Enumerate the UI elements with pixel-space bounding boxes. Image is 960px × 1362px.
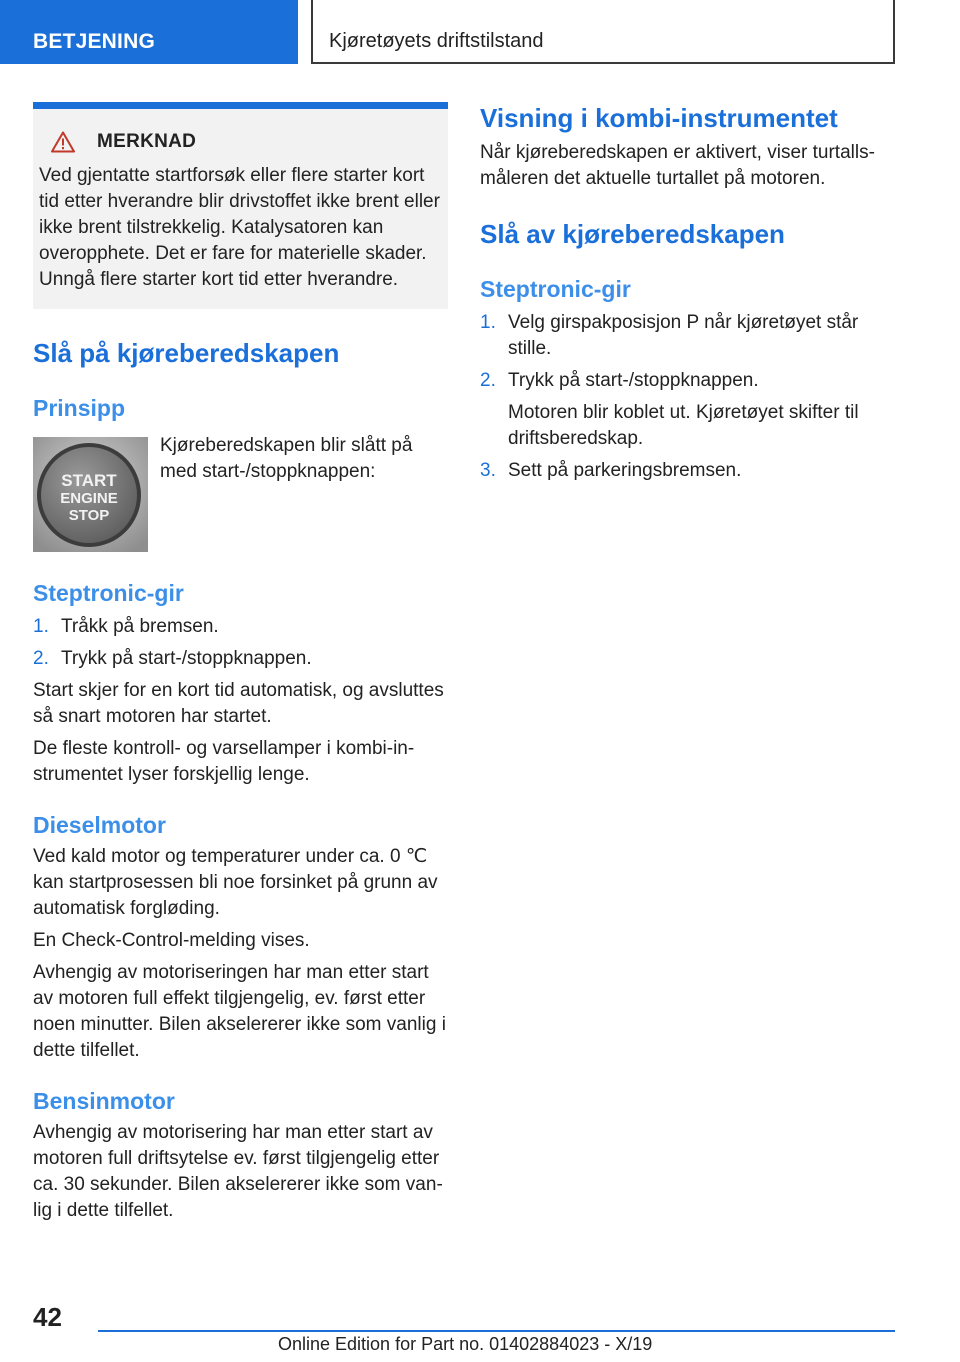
step-number: 2.: [33, 648, 49, 669]
list-item: [33, 614, 448, 640]
list-item: [480, 310, 895, 362]
step-text: Tråkk på bremsen.: [61, 616, 219, 637]
heading-steptronic-off: Steptronic-gir: [480, 276, 631, 302]
steps-on: [33, 614, 448, 672]
paragraph-diesel-2: En Check-Control-melding vises.: [33, 930, 310, 951]
step-text: Sett på parkeringsbremsen.: [508, 460, 742, 481]
warning-triangle-icon: [51, 131, 75, 153]
heading-turn-off: Slå av kjøreberedskapen: [480, 219, 785, 249]
paragraph-display: Når kjøreberedskapen er aktivert, viser turtallsmåleren det aktuelle turtallet på motoren.: [480, 142, 875, 189]
paragraph-petrol: Avhengig av motorisering har man etter start av motoren full driftsytelse ev. først tilgjengelig etter ca. 30 sekunder. Bilen akselererer ikke som vanlig i dette tilfellet.: [33, 1122, 443, 1221]
notice-body: Ved gjentatte startforsøk eller flere starter kort tid etter hverandre blir drivstoffet ikke brent eller ikke brent tilstrekkelig. Katalysatoren kan overopphete. Det er fare for materielle skader. Unngå flere starter kort tid etter hverandre.: [39, 165, 440, 290]
step-text: Velg girspakposisjon P når kjøretøyet står stille.: [508, 312, 859, 359]
step-number: 3.: [480, 460, 496, 481]
section-label: BETJENING: [33, 30, 155, 53]
paragraph-lamps: De fleste kontroll- og varsellamper i kombi-instrumentet lyser forskjellig lenge.: [33, 738, 415, 785]
paragraph-auto-start: Start skjer for en kort tid automatisk, og avsluttes så snart motoren har startet.: [33, 680, 444, 727]
step-substep: Motoren blir koblet ut. Kjøretøyet skifter til driftsberedskap.: [508, 402, 859, 449]
paragraph-diesel-1: Ved kald motor og temperaturer under ca. 0 ℃ kan startprosessen bli noe forsinket på grunn av automatisk forgløding.: [33, 846, 438, 919]
notice-title: MERKNAD: [97, 131, 197, 152]
list-item: [480, 368, 895, 394]
footer-divider: [98, 1330, 895, 1332]
heading-petrol: Bensinmotor: [33, 1088, 175, 1114]
list-item: [33, 646, 448, 672]
button-label-stop: STOP: [68, 507, 110, 524]
button-label-start: START: [61, 471, 117, 490]
footer-edition: Online Edition for Part no. 01402884023 - X/19: [278, 1334, 653, 1354]
heading-diesel: Dieselmotor: [33, 812, 166, 838]
heading-display: Visning i kombi-instrumentet: [480, 103, 838, 133]
button-label-engine: ENGINE: [60, 490, 118, 507]
chapter-header: [311, 0, 895, 64]
step-number: 1.: [480, 312, 496, 333]
right-column: [480, 102, 895, 490]
heading-turn-on: Slå på kjøreberedskapen: [33, 338, 340, 368]
step-text: Trykk på start-/stoppknappen.: [508, 370, 759, 391]
notice-header: [39, 131, 442, 153]
left-column: [33, 102, 448, 1224]
notice-box: [33, 102, 448, 309]
heading-principle: Prinsipp: [33, 395, 126, 421]
step-text: Trykk på start-/stoppknappen.: [61, 648, 312, 669]
steps-off: [480, 310, 895, 394]
steps-off-cont: [480, 458, 895, 484]
step-number: 2.: [480, 370, 496, 391]
principle-block: [33, 437, 448, 552]
step-number: 1.: [33, 616, 49, 637]
page-number: 42: [33, 1302, 62, 1332]
section-tab: [0, 0, 298, 64]
chapter-title: Kjøretøyets driftstilstand: [329, 30, 544, 52]
start-stop-button-image: [33, 437, 148, 552]
list-item: [480, 458, 895, 484]
principle-text: Kjøreberedskapen blir slått på med start-/stoppknappen:: [160, 435, 413, 482]
heading-steptronic-on: Steptronic-gir: [33, 580, 184, 606]
paragraph-diesel-3: Avhengig av motoriseringen har man etter start av motoren full effekt tilgjengelig, ev. først etter noen minutter. Bilen akselererer ikke som vanlig i dette tilfellet.: [33, 962, 446, 1061]
